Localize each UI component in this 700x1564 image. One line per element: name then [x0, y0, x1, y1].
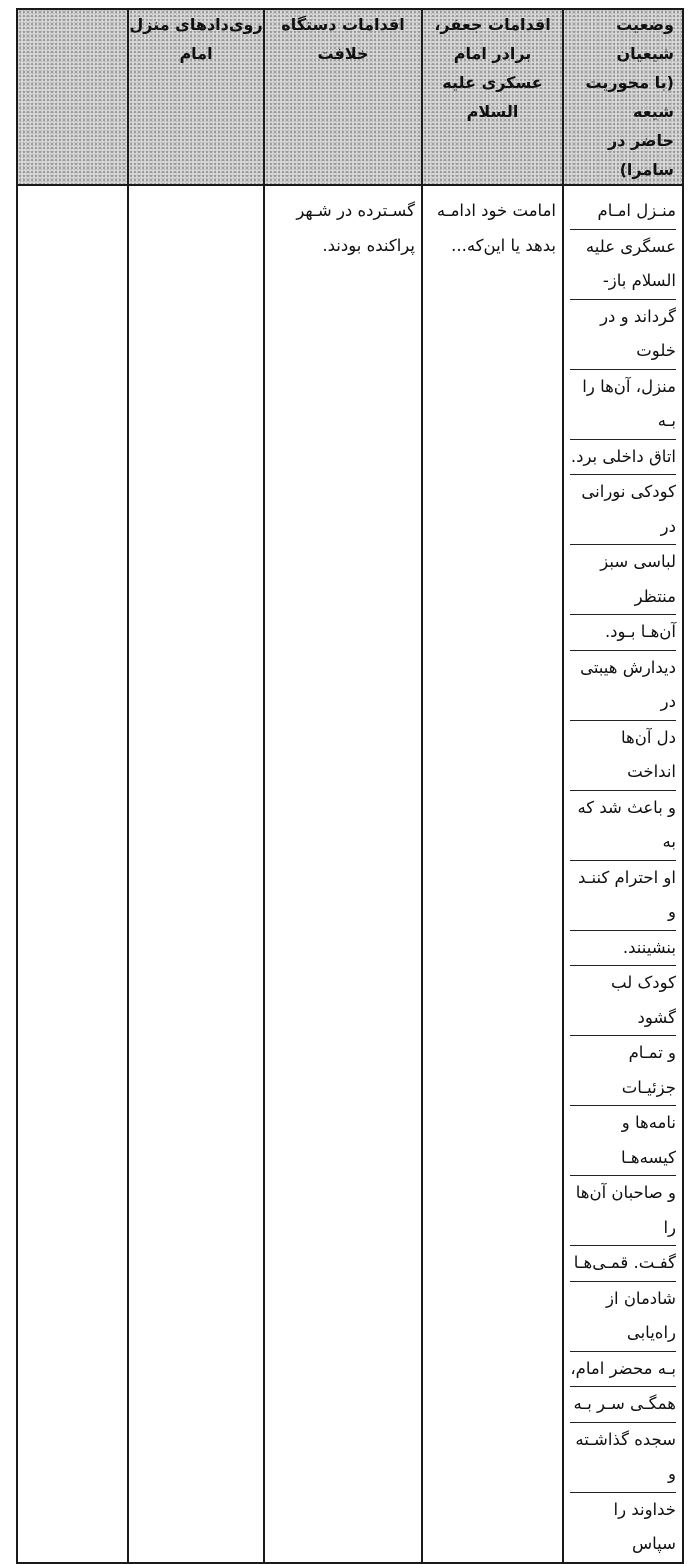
cell-imam-house-events: [128, 185, 264, 1563]
text-line: بدهد یا این‌که...: [451, 235, 556, 255]
text-line: شادمان از راه‌یابی: [570, 1282, 676, 1352]
table-row: [17, 185, 683, 1563]
caliphate-actions-text: [265, 186, 421, 263]
text-line: و باعث شد که به: [570, 791, 676, 861]
text-line: دیدارش هیبتی در: [570, 651, 676, 721]
text-line: کودکی نورانی در: [570, 475, 676, 545]
text-line: کودک لب گشود: [570, 966, 676, 1036]
text-line: خداوند را سپاس: [613, 1499, 676, 1553]
header-jafar-actions: اقدامات جعفر، برادر امام عسکری علیه السلام: [422, 9, 563, 185]
text-line: عسگری علیه السلام باز-: [570, 230, 676, 300]
text-line: گفـت. قمـی‌هـا: [570, 1246, 676, 1282]
cell-empty: [17, 185, 128, 1563]
text-line: نامه‌ها و کیسه‌هـا: [570, 1106, 676, 1176]
text-line: گسـترده در شـهر: [296, 201, 415, 220]
text-line: منزل، آن‌ها را بـه: [570, 370, 676, 440]
jafar-actions-text: [423, 186, 562, 263]
cell-caliphate-actions: [264, 185, 422, 1563]
header-caliphate-actions: اقدامات دستگاه خلافت: [264, 9, 422, 185]
header-imam-house-events: روی‌دادهای منزل امام: [128, 9, 264, 185]
text-line: دل آن‌ها انداخت: [570, 721, 676, 791]
cell-shia-status: [563, 185, 683, 1563]
document-page: [16, 8, 682, 1553]
text-line: همگـی سـر بـه: [570, 1387, 676, 1423]
header-shia-status: وضعیت شیعیان (با محوریت شیعه حاضر در سامرا): [563, 9, 683, 185]
text-line: گرداند و در خلوت: [570, 300, 676, 370]
text-line: و صاحبان آن‌ها را: [570, 1176, 676, 1246]
text-line: آن‌هـا بـود.: [570, 615, 676, 651]
table-header-row: [17, 9, 683, 185]
text-line: بـه محضر امام،: [570, 1352, 676, 1388]
events-table: [16, 8, 684, 1564]
text-line: امامت خود ادامـه: [436, 201, 556, 220]
text-line: بنشینند.: [570, 931, 676, 967]
text-line: سجده گذاشـته و: [570, 1423, 676, 1493]
text-line: پراکنده بودند.: [322, 235, 415, 255]
header-empty: [17, 9, 128, 185]
text-line: لباسی سبز منتظر: [570, 545, 676, 615]
text-line: او احترام کننـد و: [570, 861, 676, 931]
text-line: منـزل امـام: [570, 194, 676, 230]
shia-status-text: [564, 186, 682, 1562]
cell-jafar-actions: [422, 185, 563, 1563]
text-line: اتاق داخلی برد.: [570, 440, 676, 476]
text-line: و تمـام جزئیـات: [570, 1036, 676, 1106]
